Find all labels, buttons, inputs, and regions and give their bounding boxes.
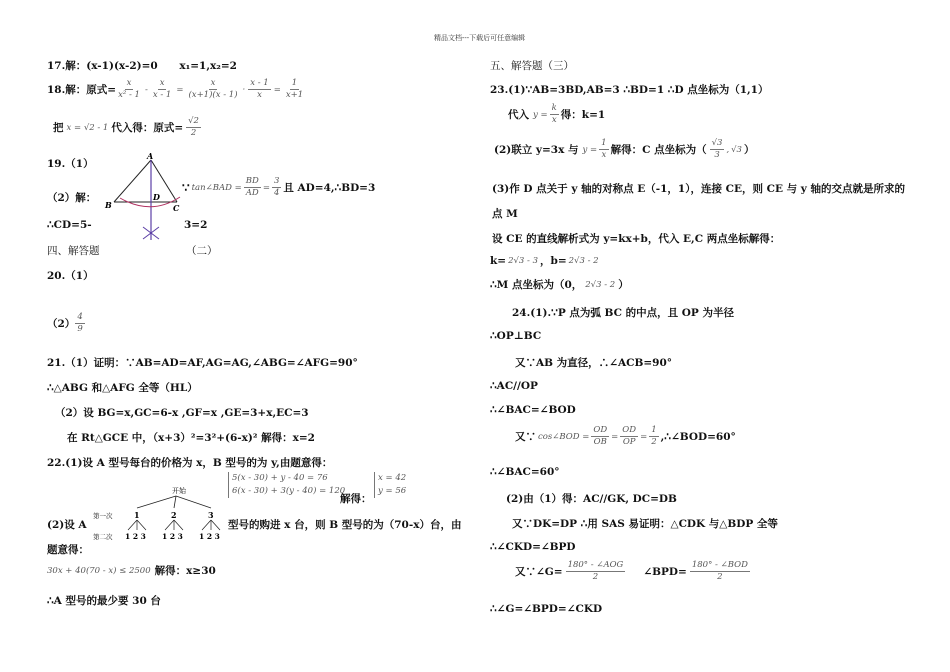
q22-part2-a: (2)设 A: [47, 519, 87, 531]
q22-eq-1: 5(x - 30) + y - 40 = 76: [232, 473, 328, 483]
q23-l3-pre: (2)联立 y=3x 与: [494, 144, 579, 156]
q24-line10: ∴∠CKD=∠BPD: [490, 541, 576, 553]
q24-line4: ∴AC//OP: [490, 380, 538, 392]
q22-solve-label: 解得：: [340, 493, 372, 505]
q23-l3-end: ）: [743, 144, 755, 156]
q22-system-1: [228, 472, 345, 498]
q24-g-label: 又∵∠G=: [515, 566, 563, 578]
q24-line8: (2)由（1）得：AC//GK, DC=DB: [506, 493, 677, 505]
q23-line5: 点 M: [492, 208, 518, 220]
q23-m-pre: ∴M 点坐标为（0，: [490, 279, 583, 291]
tree-node-2: 2: [171, 510, 177, 520]
q23-l2-frac: $\frac{k}{x}$: [551, 103, 557, 125]
q22-system-2: [374, 472, 406, 498]
q23-b-value: 2√3 - 2: [568, 255, 599, 266]
q21-line4: 在 Rt△GCE 中，（x+3）²=3²+(6-x)² 解得：x=2: [67, 432, 315, 444]
q23-l3-mid: 解得：C 点坐标为（: [610, 144, 707, 156]
q18-op-1: -: [144, 84, 148, 95]
q23-m-end: ）: [618, 279, 629, 291]
q24-line1: 24.(1).∵P 点为弧 BC 的中点，且 OP 为半径: [512, 307, 734, 319]
q19-tan: tan∠BAD =: [191, 182, 242, 193]
q24-cos: cos∠BOD =: [538, 431, 590, 442]
q19-frac-1: $\frac{BD}{AD}$: [245, 176, 259, 198]
q23-k-value: 2√3 - 3: [508, 255, 538, 266]
q17-equation: 17.解：(x-1)(x-2)=0: [47, 60, 158, 72]
q19-part1: 19.（1）: [47, 158, 94, 170]
q18-label: 18.解：原式=: [47, 84, 117, 96]
q18-op-4: =: [273, 84, 281, 95]
q23-l3-frac: $\frac{1}{x}$: [601, 138, 607, 160]
q22-eq-2: 6(x - 30) + 3(y - 40) = 120: [232, 486, 346, 496]
page-header: 精品文档---下载后可任意编辑: [434, 34, 526, 42]
q19-part3-b: 3=2: [184, 219, 208, 231]
q22-tree-diagram: [90, 485, 230, 543]
q23-l2-pre: 代入: [508, 109, 529, 121]
q18-substitute: [53, 116, 201, 139]
q24-line3: 又∵AB 为直径，∴∠ACB=90°: [515, 357, 673, 369]
q18-sub-math: x = √2 - 1: [66, 122, 109, 133]
q21-line3: （2）设 BG=x,GC=6-x ,GF=x ,GE=3+x,EC=3: [55, 407, 309, 419]
q24-line2: ∴OP⊥BC: [490, 330, 542, 342]
q18-op-2: =: [176, 84, 184, 95]
label-a: A: [147, 151, 154, 161]
q24-cos-frac-1: $\frac{OD}{OB}$: [593, 425, 608, 447]
q22-inequality-line: [47, 563, 216, 578]
tree-second: 第二次: [93, 533, 113, 541]
q24-l6-post: ,∴∠BOD=60°: [660, 430, 736, 443]
q23-line6: 设 CE 的直线解析式为 y=kx+b，代入 E,C 两点坐标解得：: [492, 233, 781, 245]
tree-first: 第一次: [93, 512, 113, 520]
tree-node-1: 1: [134, 510, 140, 520]
q17-roots: x₁=1,x₂=2: [179, 60, 237, 72]
q24-line12: ∴∠G=∠BPD=∠CKD: [490, 603, 603, 615]
q24-bpd-frac: $\frac{\text{180° - ∠BOD}}{2}$: [691, 560, 748, 582]
q24-line9: 又∵DK=DP ∴用 SAS 易证明：△CDK 与△BDP 全等: [512, 518, 778, 530]
q23-line7: [490, 253, 599, 268]
q23-l2-post: 得：k=1: [560, 109, 606, 121]
q23-m-value: 2√3 - 2: [585, 279, 616, 290]
q19-eq: =: [262, 182, 270, 193]
q19-part2: [182, 176, 375, 199]
q22-part2-b: 型号的购进 x 台，则 B 型号的为（70-x）台，由: [228, 519, 462, 531]
q19-part3-a: ∴CD=5-: [47, 219, 92, 231]
q22-sol-y: y = 56: [378, 486, 407, 496]
q22-solution: 解得：x≥30: [154, 565, 216, 577]
tree-leaves-1: 1 2 3: [125, 532, 146, 541]
section-5-title: 五、解答题（三）: [490, 60, 574, 72]
q23-b-label: ，b=: [540, 255, 567, 267]
q24-cos-frac-2: $\frac{OD}{OP}$: [622, 425, 637, 447]
tree-node-3: 3: [208, 510, 214, 520]
section-4-sub: （二）: [186, 245, 218, 257]
q24-line7: ∴∠BAC=60°: [490, 466, 560, 478]
q18-line: [47, 78, 305, 101]
q19-part2-text: 且 AD=4,∴BD=3: [283, 182, 376, 194]
q24-line5: ∴∠BAC=∠BOD: [490, 404, 576, 416]
q24-line11: [515, 560, 750, 583]
q18-frac-4: $\frac{x - 1}{x}$: [250, 78, 269, 100]
tree-leaves-3: 1 2 3: [199, 532, 220, 541]
q24-eq-1: =: [611, 431, 619, 442]
tree-start: 开始: [172, 487, 186, 495]
q23-c-x: $\frac{√3}{3}$: [711, 138, 723, 160]
q17-line: [47, 58, 237, 73]
q24-eq-2: =: [640, 431, 648, 442]
q23-c-y: √3: [731, 144, 742, 155]
q24-l6-pre: 又∵: [515, 431, 536, 443]
q20-part2-label: （2）: [47, 318, 76, 330]
q18-op-3: ·: [242, 84, 246, 95]
q19-part2-label: （2）解：: [47, 192, 97, 204]
q21-line1: 21.（1）证明：∵AB=AD=AF,AG=AG,∠ABG=∠AFG=90°: [47, 357, 358, 369]
q23-line4: (3)作 D 点关于 y 轴的对称点 E（-1，1），连接 CE，则 CE 与 y 轴的交点就是所求的: [492, 183, 906, 195]
q23-l3-y: y =: [582, 144, 598, 155]
q24-cos-frac-3: $\frac{1}{2}$: [651, 425, 657, 447]
q18-sub-pre: 把: [53, 122, 64, 134]
q24-g-frac: $\frac{\text{180° - ∠AOG}}{2}$: [567, 560, 624, 582]
q24-line6: [515, 425, 736, 448]
q24-bpd-label: ∠BPD=: [643, 565, 687, 578]
q23-l2-y: y =: [533, 109, 548, 120]
q23-line1: 23.(1)∵AB=3BD,AB=3 ∴BD=1 ∴D 点坐标为（1,1）: [490, 84, 769, 96]
q18-frac-1: $\frac{x}{\text{x² - 1}}$: [118, 78, 140, 100]
q18-frac-2: $\frac{x}{x - 1}$: [152, 78, 172, 100]
q22-conclusion: ∴A 型号的最少要 30 台: [47, 595, 161, 607]
q20-part2: [47, 312, 85, 335]
q23-line2: [508, 103, 605, 126]
q20-part1: 20.（1）: [47, 270, 94, 282]
since-symbol: ∵: [182, 180, 190, 195]
q20-frac: $\frac{4}{9}$: [77, 312, 83, 334]
q22-line1: 22.(1)设 A 型号每台的价格为 x，B 型号的为 y,由题意得：: [47, 457, 333, 469]
q23-line8: [490, 277, 629, 292]
q22-inequality: 30x + 40(70 - x) ≤ 2500: [47, 565, 151, 576]
q23-line3: (2)联立 y=3x 与 y = $\frac{1}{x}$ 解得：C 点坐标为（ $\frac{√3}{3}$ , √3 ）: [494, 138, 755, 160]
q21-line2: ∴△ABG 和△AFG 全等（HL）: [47, 382, 198, 394]
q23-k-label: k=: [490, 254, 507, 267]
q18-frac-5: $\frac{1}{x+1}$: [285, 78, 304, 100]
q18-sub-mid: 代入得：原式=: [111, 122, 184, 134]
label-b: B: [105, 200, 112, 210]
section-4-title: 四、解答题: [47, 245, 100, 257]
q18-frac-3: $\frac{x}{(x+1)(x - 1)}$: [188, 78, 238, 100]
q22-part2-c: 题意得：: [47, 544, 89, 556]
q18-result: $\frac{√2}{2}$: [188, 116, 199, 138]
tree-leaves-2: 1 2 3: [162, 532, 183, 541]
label-d: D: [153, 192, 160, 202]
q22-sol-x: x = 42: [378, 473, 407, 483]
q19-frac-2: $\frac{3}{4}$: [273, 176, 280, 198]
label-c: C: [173, 203, 180, 213]
